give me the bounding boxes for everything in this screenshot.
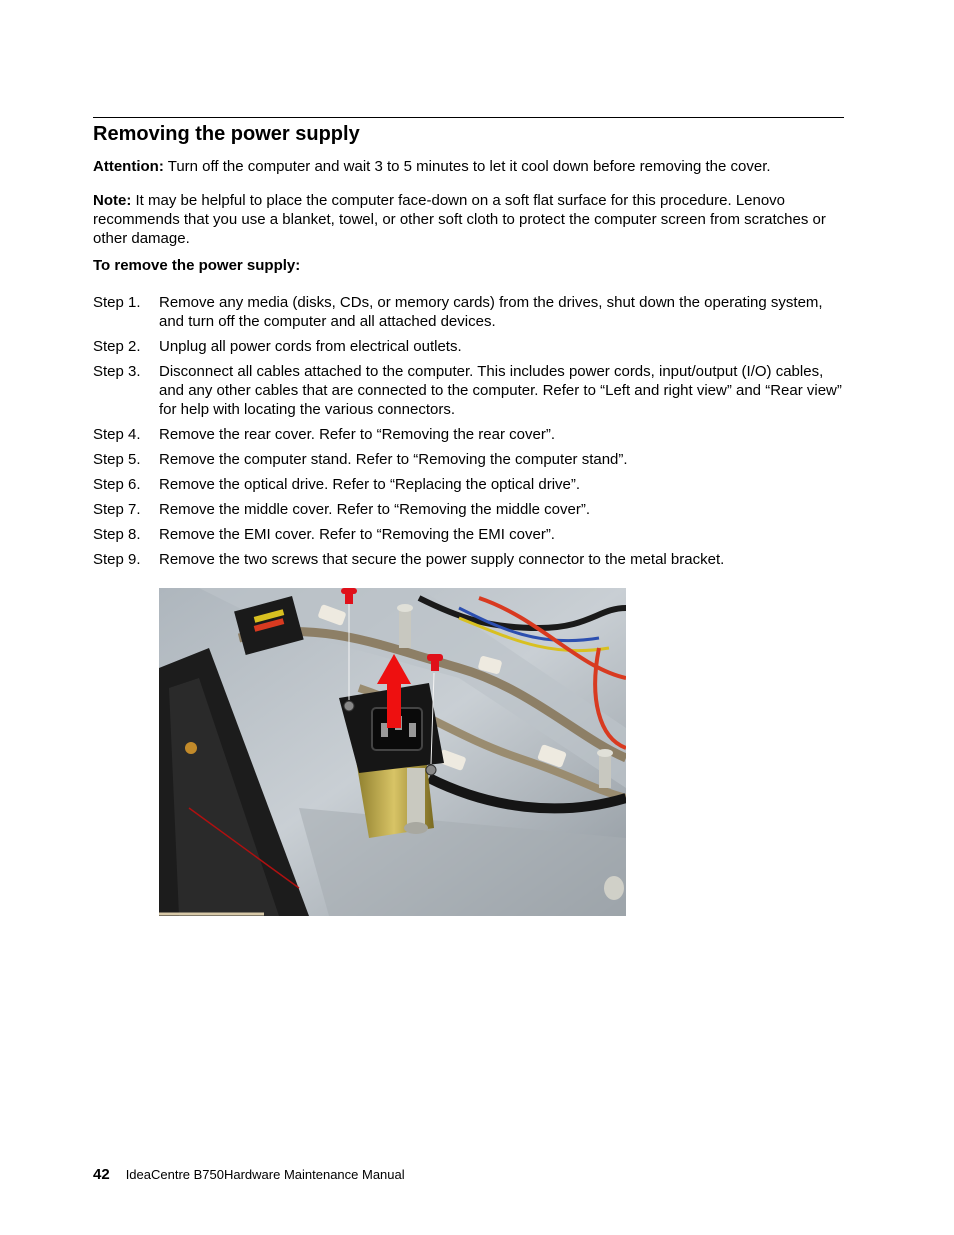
step-list (93, 293, 845, 575)
section-title: Removing the power supply (93, 123, 360, 145)
page-footer (93, 1166, 405, 1184)
step-text: Remove the two screws that secure the power supply connector to the metal bracket. (159, 551, 725, 568)
step-text: Remove the EMI cover. Refer to “Removing the EMI cover”. (159, 526, 555, 543)
attention-paragraph (93, 157, 845, 176)
step-number: Step 1. (93, 294, 141, 311)
step-number: Step 5. (93, 451, 141, 468)
step-number: Step 9. (93, 551, 141, 568)
manual-title: IdeaCentre B750Hardware Maintenance Manual (125, 1167, 405, 1182)
step-item (93, 500, 845, 519)
step-text: Remove the optical drive. Refer to “Replacing the optical drive”. (159, 476, 581, 493)
step-text: Remove the rear cover. Refer to “Removing the rear cover”. (159, 426, 555, 443)
step-text: Disconnect all cables attached to the computer. This includes power cords, input/output (I/O) cables, and any other cables that are connected to the computer. Refer to “Left and right view” and “Rear view” for help with locating the various connectors. (159, 363, 842, 418)
page-number: 42 (93, 1166, 110, 1183)
attention-text: Turn off the computer and wait 3 to 5 minutes to let it cool down before removing the cover. (163, 158, 771, 175)
step-item (93, 293, 845, 331)
step-number: Step 6. (93, 476, 141, 493)
step-item (93, 362, 845, 419)
step-text: Remove the computer stand. Refer to “Removing the computer stand”. (159, 451, 628, 468)
step-text: Unplug all power cords from electrical outlets. (159, 338, 462, 355)
step-number: Step 7. (93, 501, 141, 518)
attention-label: Attention: (93, 158, 164, 175)
step-item (93, 450, 845, 469)
section-rule (93, 117, 844, 118)
step-number: Step 3. (93, 363, 141, 380)
procedure-heading: To remove the power supply: (93, 257, 301, 274)
note-text: It may be helpful to place the computer face-down on a soft flat surface for this procedure. Lenovo recommends that you use a blanket, towel, or other soft cloth to protect the computer screen from scratches or other damage. (93, 192, 826, 247)
note-paragraph (93, 191, 845, 248)
step-text: Remove the middle cover. Refer to “Removing the middle cover”. (159, 501, 591, 518)
step-text: Remove any media (disks, CDs, or memory cards) from the drives, shut down the operating system, and turn off the computer and all attached devices. (159, 294, 823, 330)
step-item (93, 525, 845, 544)
step-item (93, 550, 845, 569)
step-item (93, 337, 845, 356)
step-item (93, 475, 845, 494)
step-number: Step 8. (93, 526, 141, 543)
step-item (93, 425, 845, 444)
step-number: Step 4. (93, 426, 141, 443)
step-number: Step 2. (93, 338, 141, 355)
power-supply-photo (159, 588, 626, 916)
note-label: Note: (93, 192, 132, 209)
